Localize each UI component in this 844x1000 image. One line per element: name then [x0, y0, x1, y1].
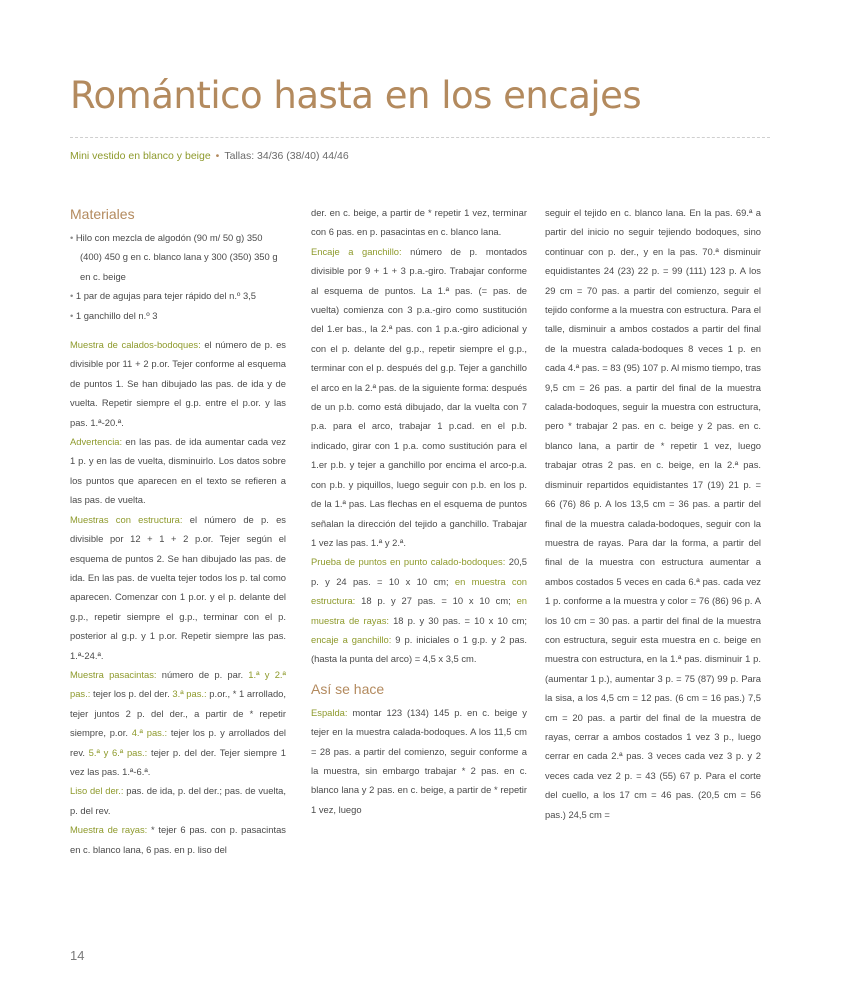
title-divider: [70, 137, 770, 138]
subtitle-item: Mini vestido en blanco y beige: [70, 150, 211, 162]
term-label: encaje a ganchillo:: [311, 633, 392, 645]
paragraph-text: 18 p. y 27 pas. = 10 x 10 cm;: [355, 595, 517, 607]
page-number: 14: [70, 948, 85, 963]
paragraph: der. en c. beige, a partir de * repetir 1 vez, terminar con 6 pas. en p. pasacintas en c. blanco lana.: [311, 207, 527, 238]
paragraph: [311, 703, 527, 819]
paragraph-text: tejer p. del der. Tejer siempre 1 vez las pas. 1.ª-6.ª.: [70, 746, 286, 777]
page-title: Romántico hasta en los encajes: [70, 74, 642, 117]
paragraph: [70, 665, 286, 781]
paragraph-text: * tejer 6 pas. con p. pasacintas en c. blanco lana, 6 pas. en p. liso del: [70, 824, 286, 855]
column-2: [311, 203, 527, 819]
paragraph: [70, 432, 286, 510]
paragraph: [70, 335, 286, 432]
materials-list: [70, 228, 286, 325]
term-label: 3.ª pas.:: [172, 688, 207, 700]
paragraph-text: p.or., * 1 arrollado, tejer juntos 2 p. del der., a partir de * repetir siempre, p.or.: [70, 688, 286, 739]
column-1: [70, 204, 286, 859]
paragraph-text: en las pas. de ida aumentar cada vez 1 p. y en las de vuelta, disminuirlo. Los datos sobre los puntos que aparecen en el texto se refieren a las pas. de vuelta.: [70, 436, 286, 506]
paragraph-text: 20,5 p. y 24 pas. = 10 x 10 cm;: [311, 556, 527, 587]
paragraph-text: tejer los p. del der.: [90, 688, 173, 700]
term-label: Muestra de calados-bodoques:: [70, 339, 201, 351]
term-label: Muestra pasacintas:: [70, 668, 157, 680]
term-label: Encaje a ganchillo:: [311, 245, 402, 257]
subtitle: [70, 150, 349, 162]
term-label: Advertencia:: [70, 436, 123, 448]
paragraph-text: montar 123 (134) 145 p. en c. beige y tejer en la muestra calada-bodoques. A los 11,5 cm = 28 pas. a partir del comienzo, seguir conforme a la muestra, sin embargo trabajar * 2 pas. en c. blanco lana y 2 pas. en c. beige, a partir de * repetir 1 vez, luego: [311, 706, 527, 815]
paragraph-text: número de p. par.: [156, 668, 249, 680]
paragraph-text: 18 p. y 30 pas. = 10 x 10 cm;: [388, 614, 527, 626]
paragraph-text: el número de p. es divisible por 11 + 2 p.or. Tejer conforme al esquema de puntos 1. Se han dibujado las pas. de ida y de vuelta. Repetir siempre el g.p. entre el p.or. y las pas. 1.ª-20.ª.: [70, 339, 286, 428]
term-label: Liso del der.:: [70, 785, 124, 797]
term-label: 5.ª y 6.ª pas.:: [88, 746, 148, 758]
column-3: [545, 203, 761, 824]
subtitle-sizes: Tallas: 34/36 (38/40) 44/46: [224, 150, 349, 162]
paragraph-text: pas. de ida, p. del der.; pas. de vuelta, p. del rev.: [70, 785, 286, 816]
materials-heading: Materiales: [70, 206, 135, 222]
materials-item: • 1 ganchillo del n.º 3: [70, 306, 286, 325]
paragraph: [70, 510, 286, 665]
term-label: en muestra de rayas:: [311, 595, 527, 626]
paragraph-text: tejer los p. y arrollados del rev.: [70, 727, 286, 758]
paragraph: [311, 242, 527, 553]
subtitle-separator: •: [215, 150, 220, 162]
section-heading: Así se hace: [311, 680, 385, 697]
paragraph: seguir el tejido en c. blanco lana. En la pas. 69.ª a partir del inicio no seguir tejiendo bodoques, sino continuar con p. der., y en la pas. 70.ª disminuir equidistantes 24 (23) 22 p. = 99 (111) 123 p. A los 29 cm = 70 pas. a partir del comienzo, seguir el tejido conforme a la muestra con estructura. Para el talle, disminuir a ambos costados a partir del final de la muestra calada-bodoques 8 veces 1 p. en cada 4.ª pas. = 83 (95) 107 p. Al mismo tiempo, tras 9,5 cm = 26 pas. a partir del final de la muestra calada-bodoques, seguir la muestra con estructura, pero * trabajar 2 pas. en c. beige y 2 pas. en c. blanco lana, a partir de * repetir 1 vez, luego trabajar otras 2 pas. en c. beige, en la 2.ª pas. disminuir repartidos equidistantes 17 (19) 21 p. = 66 (76) 86 p. A los 13,5 cm = 36 pas. a partir del final de la muestra calada-bodoques, seguir con la muestra de rayas. Para dar la forma, a partir del final de la muestra con estructura aumentar a ambos costados 5 veces en cada 6.ª pas. cada vez 1 p. conforme a la muestra y color = 76 (86) 96 p. A los 10 cm = 30 pas. a partir del final de la muestra con estructura, seguir esta muestra en c. beige en muestra con estructura, en la 1.ª pas. disminuir 1 p. (aumentar 1 p.), aumentar 3 p. = 75 (87) 99 p. Para la sisa, a los 4,5 cm = 12 pas. (6 cm = 16 pas.) 7,5 cm = 20 pas. a partir del final de la muestra de rayas, cerrar a ambos costados 1 vez 3 p., luego cerrar en cada 2.ª pas. 3 veces cada vez 3 p. y 2 veces cada vez 2 p. = 43 (55) 67 p. Para el corte del cuello, a los 17 cm = 46 pas. (20,5 cm = 56 pas.) 24,5 cm =: [545, 207, 761, 820]
materials-item: • 1 par de agujas para tejer rápido del n.º 3,5: [70, 286, 286, 305]
materials-item: • Hilo con mezcla de algodón (90 m/ 50 g) 350 (400) 450 g en c. blanco lana y 300 (350) 350 g en c. beige: [70, 228, 286, 286]
paragraph: [311, 552, 527, 668]
term-label: Muestras con estructura:: [70, 513, 183, 525]
paragraph-text: número de p. montados divisible por 9 + 1 + 3 p.a.-giro. Trabajar conforme al esquema de puntos. La 1.ª pas. (= pas. de vuelta) comienza con 3 p.a.-giro como sustitución del 1.er bas., la 2.ª pas. con 1 p.a.-giro adicional y con el p. delante del g.p., repetir siempre el g.p., terminar con el p. después del g.p. Tejer a ganchillo el arco en la 2.ª pas. de la siguiente forma: después de un p.b. como está dibujado, dar la vuelta con 7 p.a. para el arco, trabajar 1 p.cad. en el p.b. indicado, girar con 1 p.a. como sustitución para el 1.er p.b. y tejer a ganchillo por encima el arco-p.a. con p.b. y piquillos, luego seguir con p.b. en los p. de la 1.ª pas. Las flechas en el esquema de puntos señalan la dirección del tejido a ganchillo. Trabajar 1 vez las pas. 1.ª y 2.ª.: [311, 245, 527, 548]
term-label: 4.ª pas.:: [131, 727, 168, 739]
term-label: en muestra con estructura:: [311, 575, 527, 607]
paragraph: [70, 820, 286, 859]
term-label: Prueba de puntos en punto calado-bodoques:: [311, 556, 506, 568]
term-label: Muestra de rayas:: [70, 824, 148, 836]
paragraph-text: el número de p. es divisible por 12 + 1 + 2 p.or. Tejer según el esquema de puntos 2. Se han dibujado las pas. de ida. En las pas. de vuelta tejer todos los p. tal como aparecen. Comenzar con 1 p.or. y el p. delante del g.p., repetir siempre el g.p., terminar con el p. posterior al g.p. y 1 p.or. Repetir siempre las pas. 1.ª-24.ª.: [70, 513, 286, 661]
paragraph: [70, 781, 286, 820]
term-label: 1.ª y 2.ª pas.:: [70, 668, 286, 700]
paragraph-text: 9 p. iniciales o 1 g.p. y 2 pas. (hasta la punta del arco) = 4,5 x 3,5 cm.: [311, 633, 527, 665]
term-label: Espalda:: [311, 706, 348, 718]
